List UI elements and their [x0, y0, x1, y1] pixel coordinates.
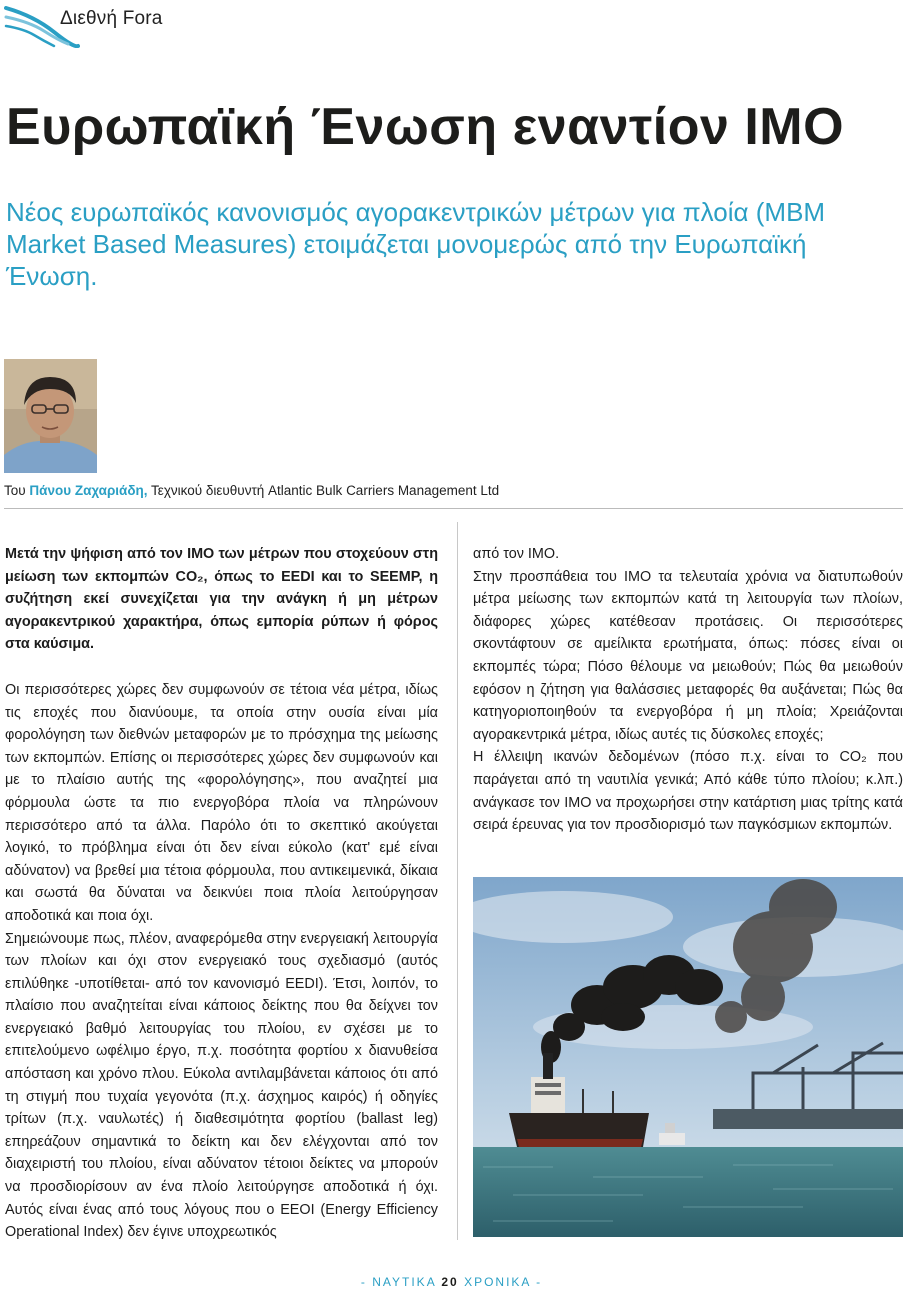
body-paragraph: Η έλλειψη ικανών δεδομένων (πόσο π.χ. είναι το CO₂ που παράγεται από τη ναυτιλία γενικά; Από κάθε τύπο πλοίου; κ.λπ.) ανάγκασε τον ΙΜΟ να προχωρήσει στην κατάρτιση μιας τρίτης κατά σειρά έρευνας για τον προσδιορισμό των παγκόσμιων εκπομπών. [473, 749, 903, 834]
author-photo [4, 359, 97, 473]
page-number: 20 [441, 1275, 459, 1289]
byline-prefix: Του [4, 483, 30, 498]
footer-left: - ΝΑΥΤΙΚΑ [360, 1275, 442, 1289]
article-column-left [5, 543, 438, 1244]
column-divider [457, 522, 458, 1240]
article-lead: Μετά την ψήφιση από τον ΙΜΟ των μέτρων που στοχεύουν στη μείωση των εκπομπών CO₂, όπως το EEDI και το SEEMP, η συζήτηση εκεί συνεχίζεται για την ανάγκη ή μη μέτρων αγορακεντρικού χαρακτήρα, όπως εμπορία ρύπων ή φόρος στα καύσιμα. [5, 546, 438, 653]
author-name: Πάνου Ζαχαριάδη, [29, 483, 148, 498]
author-role: Τεχνικού διευθυντή Atlantic Bulk Carriers Management Ltd [147, 483, 500, 498]
body-paragraph: από τον ΙΜΟ. [473, 546, 560, 562]
body-paragraph: Σημειώνουμε πως, πλέον, αναφερόμεθα στην ενεργειακή λειτουργία των πλοίων και όχι στον ενεργειακό τους σχεδιασμό (αυτός επιλύθηκε -υποτίθεται- από τον κανονισμό EEDI). Έτσι, λοιπόν, το πλαίσιο που αναζητείται είναι κάποιος δείκτης που θα δείχνει τον ενεργειακό βαθμό λειτουργίας του πλοίου, εν σχέσει με το επιτελούμενο ωφέλιμο έργο, π.χ. ποσότητα φορτίου x διανυθείσα απόσταση και χρόνο πλου. Εύκολα αντιλαμβάνεται κάποιος ότι από τη στιγμή που τυχαία γεγονότα (π.χ. άσχημος καιρός) ή οδηγίες τρίτων (π.χ. ναυλωτές) ή διαθεσιμότητα φορτίου (ballast leg) επηρεάζουν σημαντικά το δείκτη και δεν ελέγχονται από τον διαχειριστή του πλοίου, είναι αδύνατον τέτοιοι δείκτες να μπορούν να προσδιορίσουν αν ένα πλοίο λειτούργησε αποδοτικά ή όχι. Αυτός είναι ένας από τους λόγους που ο EEOI (Energy Efficiency Operational Index) δεν έγινε υποχρεωτικός [5, 930, 438, 1241]
byline [4, 483, 499, 498]
body-paragraph: Στην προσπάθεια του ΙΜΟ τα τελευταία χρόνια να διατυπωθούν μέτρα μείωσης των εκπομπών κατά τη λειτουργία των πλοίων, διάφορες χώρες κατέθεσαν προτάσεις. Οι περισσότερες σκοντάφτουν σε αμείλικτα ερωτήματα, όπως: πόσες είναι οι εκπομπές τώρα; Πόσο θέλουμε να μειωθούν; Πώς θα μειωθούν εφόσον η ζήτηση για θαλάσσιες μεταφορές θα αυξάνεται; Πώς θα κατηγοριοποιηθούν τα ενεργοβόρα ή μη πλοία; Χρειάζονται αγορακεντρικά μέτρα, ιδίως αυτές τις δύσκολες εποχές; [473, 568, 903, 743]
footer-right: ΧΡΟΝΙΚΑ - [458, 1275, 543, 1289]
article-column-right [473, 543, 903, 837]
article-subtitle: Νέος ευρωπαϊκός κανονισμός αγορακεντρικών μέτρων για πλοία (MBM Market Based Measures) ετοιμάζεται μονομερώς από την Ευρωπαϊκή Ένωση. [6, 197, 826, 291]
article-title: Ευρωπαϊκή Ένωση εναντίον ΙΜΟ [6, 98, 845, 156]
section-label: Διεθνή Fora [60, 8, 163, 29]
body-paragraph: Οι περισσότερες χώρες δεν συμφωνούν σε τέτοια νέα μέτρα, ιδίως τις εποχές που διανύουμε, τα οποία στην ουσία είναι μία φορολόγηση των διεθνών μεταφορών με το πρόσχημα της μείωσης των εκπομπών. Επίσης οι περισσότερες χώρες δεν συμφωνούν και με το πλαίσιο αυτής της «φορολόγησης», που αναζητεί μια φόρμουλα ώστε τα πιο ενεργοβόρα πλοία να πληρώνουν περισσότερο από τα άλλα. Παρόλο ότι το σκεπτικό ακούγεται λογικό, το πρόβλημα είναι ότι δεν είναι εύκολο (κατ' εμέ είναι αδύνατον) να βρεθεί μια τέτοια φόρμουλα, που αντικειμενικά, δίκαια και σωστά θα δύναται να δεικνύει ποια πλοία λειτούργησαν αποδοτικά και ποια όχι. [5, 681, 438, 924]
page-footer [0, 1275, 903, 1289]
ship-emissions-photo [473, 877, 903, 1237]
byline-divider [4, 508, 903, 509]
